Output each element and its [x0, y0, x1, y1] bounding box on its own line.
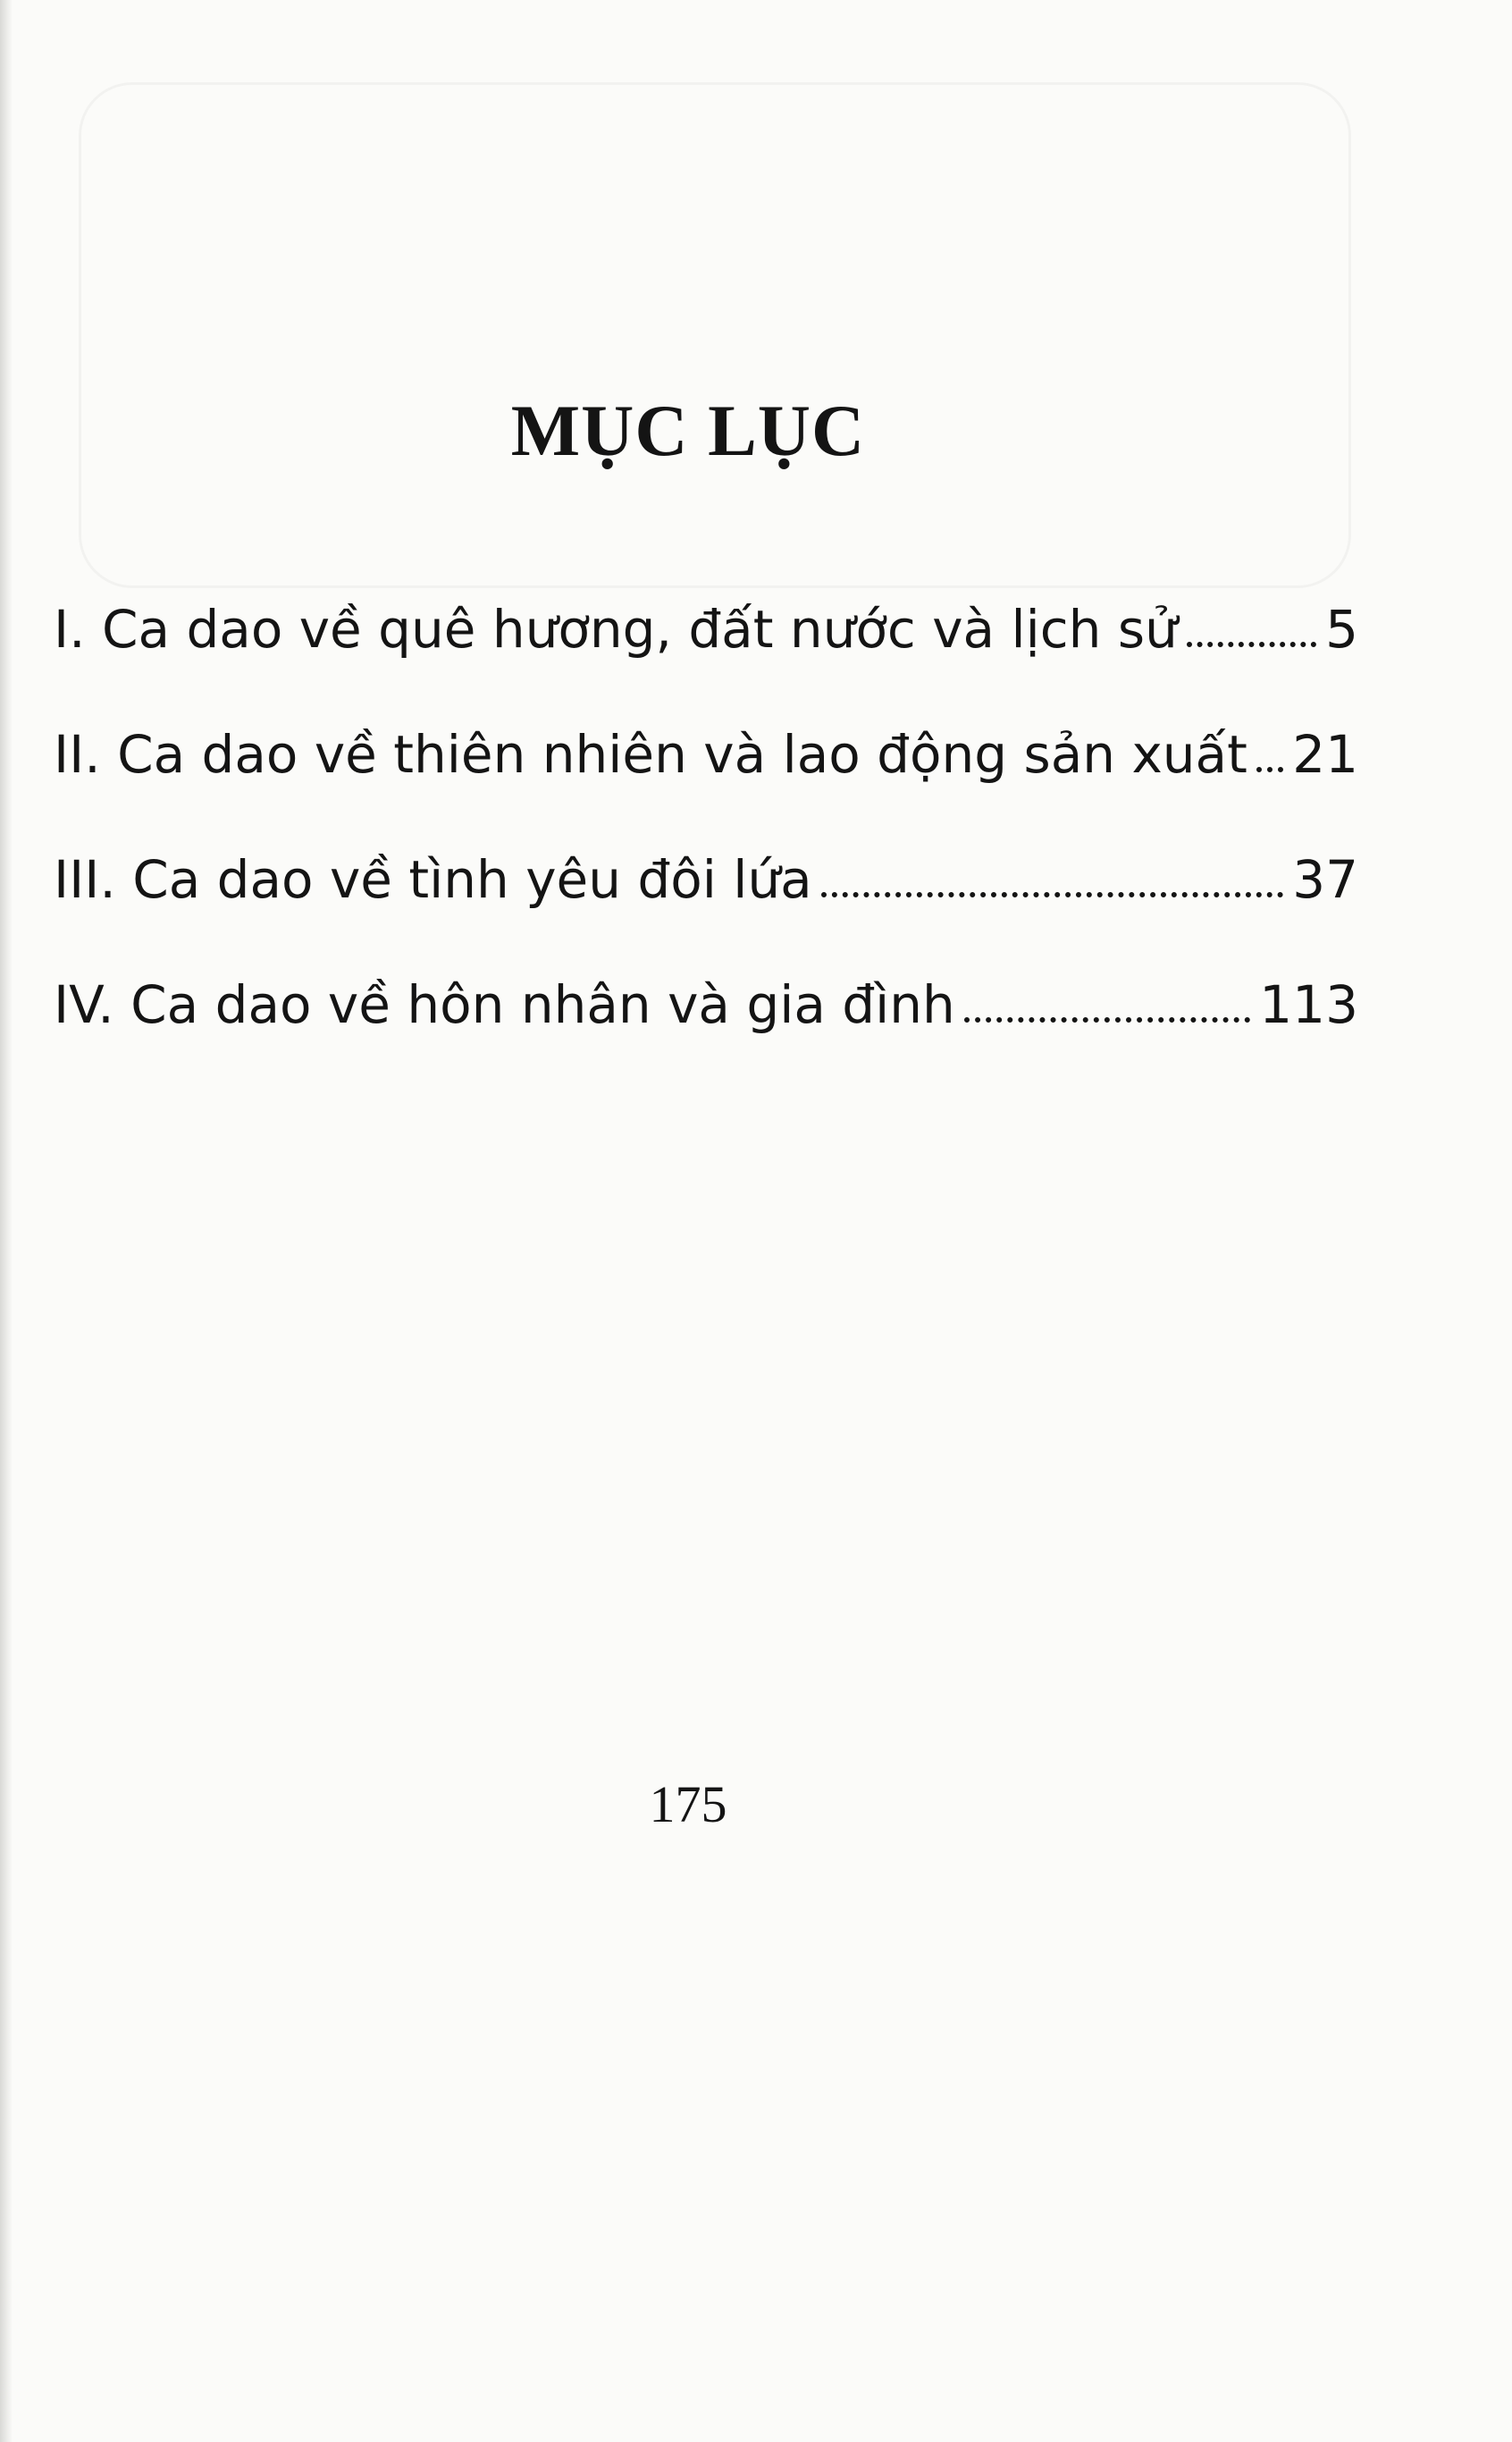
toc-entry-page: 37 — [1292, 849, 1358, 910]
bleed-through-frame — [79, 82, 1351, 588]
toc-entry-title: IV. Ca dao về hôn nhân và gia đình — [54, 974, 955, 1035]
toc-entry[interactable] — [54, 724, 1358, 849]
toc-entry[interactable] — [54, 974, 1358, 1099]
toc-dot-leader — [964, 1017, 1251, 1023]
toc-entry[interactable] — [54, 599, 1358, 724]
toc-dot-leader — [821, 892, 1284, 897]
page-number: 175 — [649, 1775, 727, 1833]
toc-dot-leader — [1187, 642, 1316, 647]
toc-entry[interactable] — [54, 849, 1358, 974]
toc-entry-page: 113 — [1259, 974, 1358, 1035]
page-title: MỤC LỤC — [510, 389, 866, 471]
page-edge-shadow — [0, 0, 13, 2442]
toc-entry-title: I. Ca dao về quê hương, đất nước và lịch sử — [54, 599, 1178, 660]
toc-entry-title: II. Ca dao về thiên nhiên và lao động sản xuất — [54, 724, 1247, 785]
table-of-contents — [54, 599, 1358, 1099]
toc-entry-page: 21 — [1292, 724, 1358, 785]
toc-dot-leader — [1256, 767, 1283, 772]
toc-entry-title: III. Ca dao về tình yêu đôi lứa — [54, 849, 812, 910]
toc-entry-page: 5 — [1325, 599, 1358, 660]
